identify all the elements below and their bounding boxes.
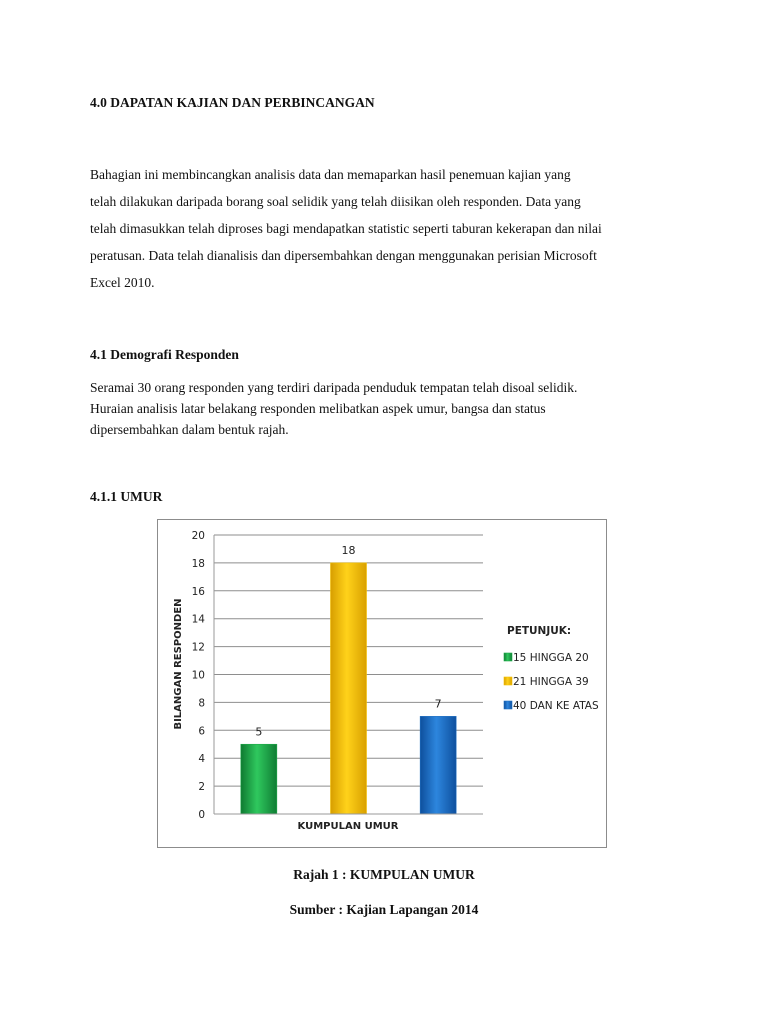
intro-paragraph xyxy=(90,161,680,296)
subsubsection-title: 4.1.1 UMUR xyxy=(90,489,163,504)
bar-3 xyxy=(420,716,456,814)
y-axis-label: BILANGAN RESPONDEN xyxy=(173,598,184,730)
legend-label: 21 HINGGA 39 xyxy=(513,676,589,688)
y-tick-label: 4 xyxy=(198,753,205,766)
demografi-paragraph xyxy=(90,377,680,440)
legend-swatch xyxy=(504,701,512,709)
y-tick-label: 18 xyxy=(191,557,205,570)
y-tick-label: 16 xyxy=(191,585,205,598)
y-tick-label: 14 xyxy=(191,613,205,626)
chart-frame xyxy=(157,519,607,848)
y-tick-label: 0 xyxy=(198,809,205,821)
bar-value-label: 7 xyxy=(434,697,442,711)
y-tick-label: 2 xyxy=(198,781,205,794)
legend-title: PETUNJUK: xyxy=(507,625,572,637)
legend-swatch xyxy=(504,653,512,661)
demografi-line: dipersembahkan dalam bentuk rajah. xyxy=(90,422,289,437)
legend-swatch xyxy=(504,677,512,685)
figure-caption: Rajah 1 : KUMPULAN UMUR xyxy=(293,867,475,882)
legend-label: 40 DAN KE ATAS xyxy=(513,700,599,712)
y-tick-label: 6 xyxy=(198,725,205,738)
bar-2 xyxy=(331,563,367,814)
y-tick-label: 20 xyxy=(191,530,205,542)
y-tick-label: 8 xyxy=(198,697,205,710)
subsection-title: 4.1 Demografi Responden xyxy=(90,347,239,362)
demografi-line: Huraian analisis latar belakang responden melibatkan aspek umur, bangsa dan status xyxy=(90,401,546,416)
bar-chart xyxy=(158,520,606,847)
intro-line: Excel 2010. xyxy=(90,275,155,290)
y-tick-label: 10 xyxy=(191,669,205,682)
y-tick-label: 12 xyxy=(191,641,205,654)
bars xyxy=(241,563,456,814)
demografi-line: Seramai 30 orang responden yang terdiri daripada penduduk tempatan telah disoal selidik. xyxy=(90,380,578,395)
legend-label: 15 HINGGA 20 xyxy=(513,652,589,664)
figure-source: Sumber : Kajian Lapangan 2014 xyxy=(289,902,479,917)
intro-line: telah dilakukan daripada borang soal selidik yang telah diisikan oleh responden. Data yang xyxy=(90,194,581,209)
section-title: 4.0 DAPATAN KAJIAN DAN PERBINCANGAN xyxy=(90,95,375,110)
legend xyxy=(504,652,599,712)
intro-line: peratusan. Data telah dianalisis dan dipersembahkan dengan menggunakan perisian Microsoft xyxy=(90,248,597,263)
bar-value-label: 5 xyxy=(255,725,263,739)
bar-1 xyxy=(241,744,277,814)
intro-line: Bahagian ini membincangkan analisis data dan memaparkan hasil penemuan kajian yang xyxy=(90,167,571,182)
y-tick-labels xyxy=(192,530,206,821)
x-axis-label: KUMPULAN UMUR xyxy=(297,821,399,832)
intro-line: telah dimasukkan telah diproses bagi mendapatkan statistic seperti taburan kekerapan dan nilai xyxy=(90,221,602,236)
bar-value-label: 18 xyxy=(341,543,356,557)
